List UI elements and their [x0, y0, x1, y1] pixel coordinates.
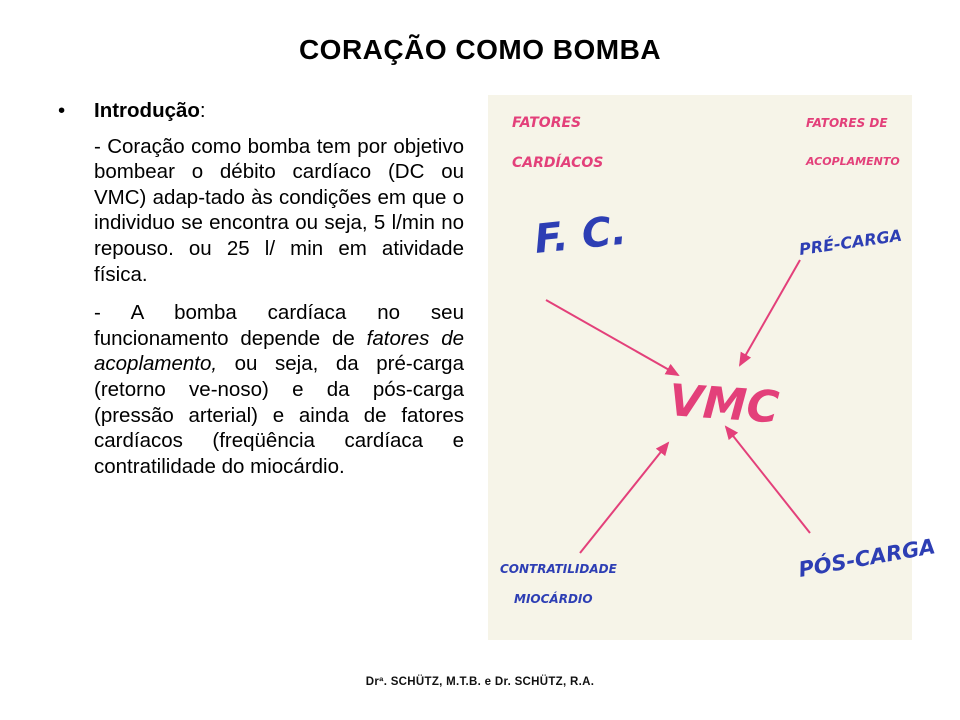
paragraph-2-part-1: - A bomba cardíaca no seu funcionamento depende de: [94, 301, 464, 350]
label-fatores-cardiacos-2: CARDÍACOS: [512, 155, 604, 171]
label-precarga: PRÉ-CARGA: [797, 225, 904, 259]
label-miocardio: MIOCÁRDIO: [514, 592, 593, 606]
label-poscarga: PÓS-CARGA: [796, 534, 938, 582]
bullet-dot: •: [58, 99, 66, 122]
intro-colon: :: [199, 99, 206, 122]
arrow-fc-to-vmc: [546, 300, 678, 375]
footer-authors: Drª. SCHÜTZ, M.T.B. e Dr. SCHÜTZ, R.A.: [365, 676, 595, 688]
label-fatores-cardiacos-1: FATORES: [512, 115, 582, 131]
paragraph-2-italic: fatores de acoplamento,: [94, 326, 465, 376]
intro-label: Introdução: [94, 99, 200, 122]
paragraph-heart-pump-objective: - Coração como bomba tem por objetivo bombear o débito cardíaco (DC ou VMC) adap-tado às condições em que o individuo se encontra ou seja, 5 l/min no repouso. ou 25 l/ min em atividade física.: [94, 134, 464, 286]
label-vmc: VMC: [667, 375, 781, 434]
arrow-poscarga-to-vmc: [726, 427, 810, 533]
bullet-introduction: [58, 98, 464, 124]
paragraph-2-part-2: ou seja, da pré-carga (retorno ve-noso) e da pós-carga (pressão arterial) e ainda de fatores cardíacos (freqüência cardíaca e contratilidade do miocárdio.: [94, 352, 464, 478]
label-fatores-acoplamento-2: ACOPLAMENTO: [806, 155, 900, 168]
label-fc: F. C.: [532, 207, 629, 263]
label-contratilidade: CONTRATILIDADE: [500, 562, 617, 576]
label-fatores-acoplamento-1: FATORES DE: [806, 116, 888, 130]
arrow-precarga-to-vmc: [740, 260, 800, 365]
slide-body: [58, 98, 464, 492]
arrow-contratilidade-to-vmc: [580, 443, 668, 553]
handwritten-diagram: [488, 95, 938, 640]
diagram-svg: [488, 95, 938, 640]
paragraph-pump-dependence: [94, 300, 464, 479]
slide-title: CORAÇÃO COMO BOMBA: [298, 34, 662, 65]
